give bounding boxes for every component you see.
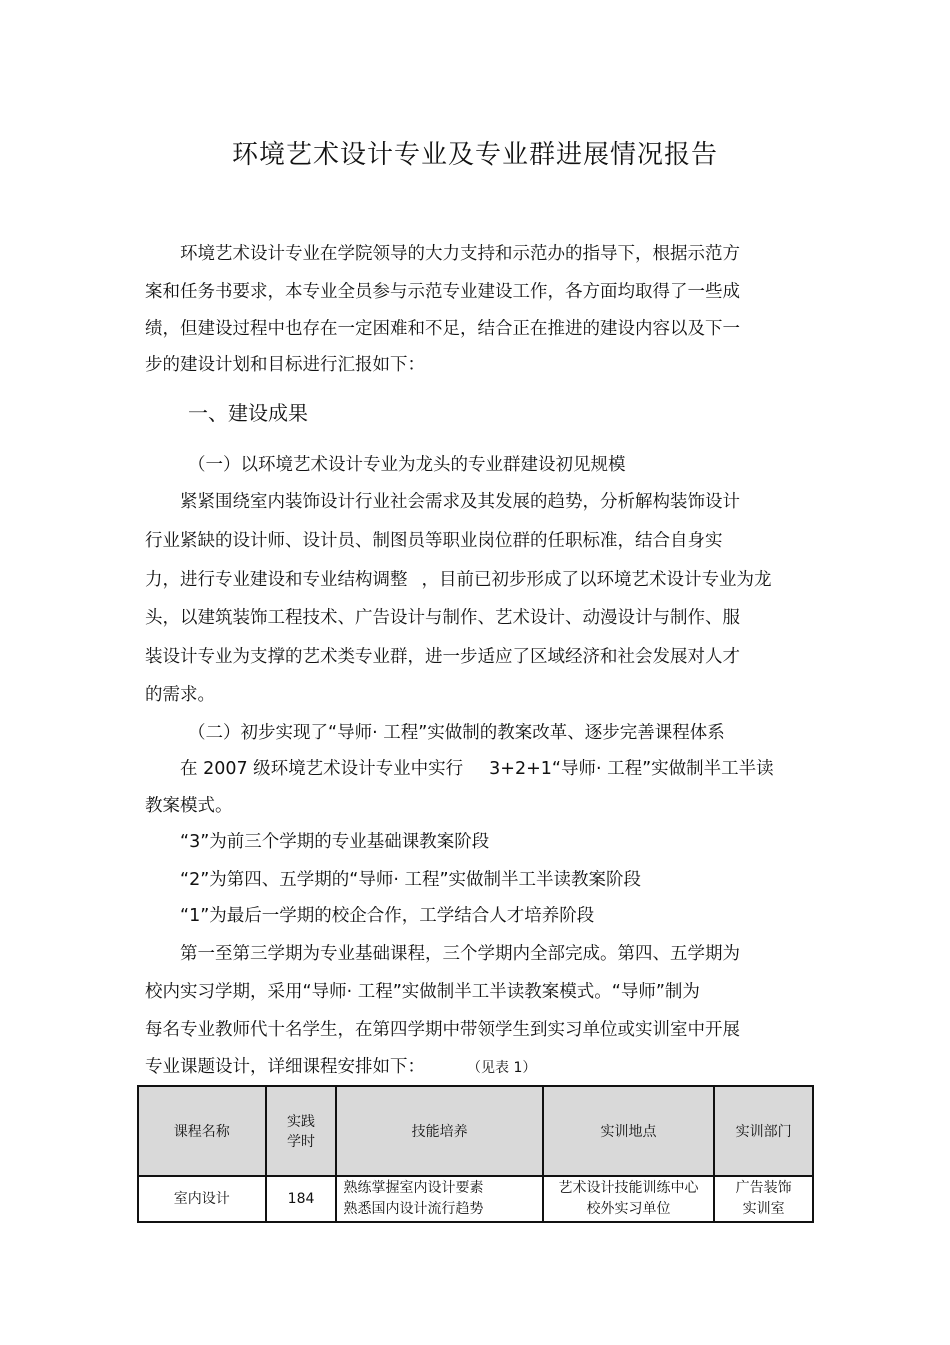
header-practice-hours [266,1086,337,1176]
cell-skills [336,1176,542,1222]
cell-location [543,1176,714,1222]
header-course-name: 课程名称 [138,1086,266,1176]
table-row [138,1176,813,1222]
cell-hours: 184 [266,1176,337,1222]
para3-line-1: 第一至第三学期为专业基础课程，三个学期内全部完成。第四、五学期为 [180,944,740,964]
header-department: 实训部门 [714,1086,813,1176]
cell-location-line-2: 校外实习单位 [586,1201,671,1217]
para2-line-1-part-a: 在 2007 级环境艺术设计专业中实行 [180,759,464,779]
para3-line-2: 校内实习学期，采用“导师· 工程”实做制半工半读教案模式。“导师”制为 [145,982,700,1002]
para1-line-6: 的需求。 [145,685,215,705]
para2-line-1 [180,758,774,780]
para3-line-3: 每名专业教师代十名学生，在第四学期中带领学生到实习单位或实训室中开展 [145,1020,740,1040]
para1-line-1: 紧紧围绕室内装饰设计行业社会需求及其发展的趋势，分析解构装饰设计 [180,492,740,512]
para1-line-3-part-a: 力，进行专业建设和专业结构调整 [145,570,408,590]
stage-2: “2”为第四、五学期的“导师· 工程”实做制半工半读教案阶段 [180,870,642,890]
header-location: 实训地点 [543,1086,714,1176]
intro-line-3: 绩，但建设过程中也存在一定困难和不足，结合正在推进的建设内容以及下一 [145,319,740,339]
cell-skills-line-1: 熟练掌握室内设计要素 [343,1180,484,1196]
intro-line-2: 案和任务书要求，本专业全员参与示范专业建设工作，各方面均取得了一些成 [145,282,740,302]
stage-1: “1”为最后一学期的校企合作，工学结合人才培养阶段 [180,906,595,926]
para1-line-3 [145,569,772,591]
table-reference: （见表 1） [467,1060,537,1076]
intro-line-1: 环境艺术设计专业在学院领导的大力支持和示范办的指导下，根据示范方 [180,244,740,264]
header-practice: 实践 [287,1114,316,1130]
para1-line-3-part-b: ，目前已初步形成了以环境艺术设计专业为龙 [421,570,772,590]
stage-3: “3”为前三个学期的专业基础课教案阶段 [180,832,490,852]
cell-course-name: 室内设计 [138,1176,266,1222]
cell-department-line-2: 实训室 [742,1201,785,1217]
para1-line-2: 行业紧缺的设计师、设计员、制图员等职业岗位群的任职标准，结合自身实 [145,531,723,551]
header-hours: 学时 [287,1134,316,1150]
cell-department-line-1: 广告装饰 [735,1180,792,1196]
para2-line-2: 教案模式。 [145,796,233,816]
report-title: 环境艺术设计专业及专业群进展情况报告 [231,140,718,170]
section-heading: 一、建设成果 [188,401,308,425]
para1-line-5: 装设计专业为支撑的艺术类专业群，进一步适应了区域经济和社会发展对人才 [145,647,740,667]
para2-line-1-part-b: 3+2+1“导师· 工程”实做制半工半读 [489,759,774,779]
para3-line-4-text: 专业课题设计，详细课程安排如下： [145,1057,425,1077]
cell-location-line-1: 艺术设计技能训练中心 [558,1180,699,1196]
para1-line-4: 头，以建筑装饰工程技术、广告设计与制作、艺术设计、动漫设计与制作、服 [145,608,740,628]
subheading-1: （一）以环境艺术设计专业为龙头的专业群建设初见规模 [188,455,626,475]
cell-skills-line-2: 熟悉国内设计流行趋势 [343,1201,484,1217]
table-header-row [138,1086,813,1176]
course-table [137,1085,814,1223]
para3-line-4 [145,1056,536,1079]
subheading-2: （二）初步实现了“导师· 工程”实做制的教案改革、逐步完善课程体系 [188,723,725,743]
intro-line-4: 步的建设计划和目标进行汇报如下： [145,355,425,375]
cell-department [714,1176,813,1222]
header-skills: 技能培养 [336,1086,542,1176]
